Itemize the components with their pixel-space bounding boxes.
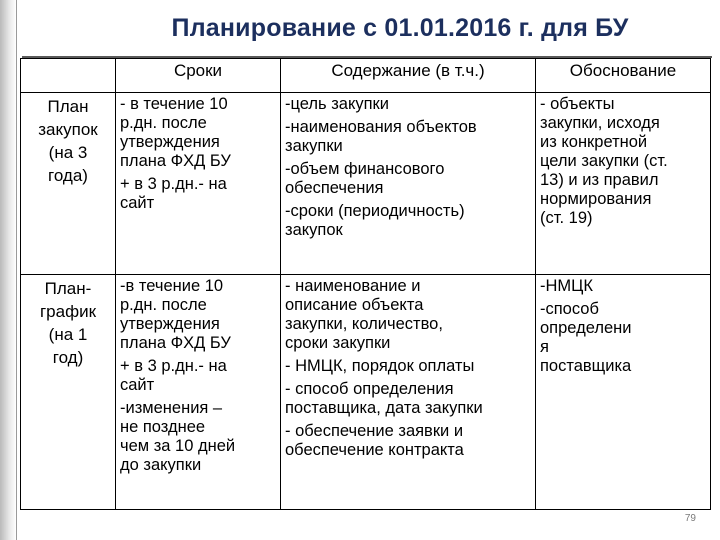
header-content: Содержание (в т.ч.) [281,59,536,93]
content-line: закупок [285,221,343,239]
terms-line: утверждения [120,133,220,151]
row-label-line: закупок [38,120,98,139]
content-line: закупки, количество, [285,315,443,333]
terms-cell [116,275,281,510]
basis-line: определени [540,319,632,337]
terms-line: чем за 10 дней [120,437,236,455]
row-procurement-plan [21,93,711,275]
terms-line: р.дн. после [120,296,207,314]
content-line: описание объекта [285,296,424,314]
row-label [21,93,116,275]
header-blank [21,59,116,93]
basis-line: цели закупки (ст. [540,152,668,170]
basis-line: я [540,338,549,356]
terms-line: не позднее [120,418,206,436]
content-line: сроки закупки [285,334,391,352]
basis-line: поставщика [540,357,632,375]
row-label-line: года) [48,166,88,185]
basis-line: (ст. 19) [540,209,593,227]
row-label-line: План [47,97,89,116]
content-line: обеспечение контракта [285,441,464,459]
terms-line: сайт [120,376,155,394]
terms-line: -изменения – [120,399,223,417]
row-label-line: (на 3 [48,143,88,162]
terms-line: + в 3 р.дн.- на [120,357,227,375]
row-label-line: график [39,302,97,321]
content-line: -сроки (периодичность) [285,202,465,220]
content-cell [281,275,536,510]
terms-line: сайт [120,194,155,212]
content-line: - НМЦК, порядок оплаты [285,357,475,375]
terms-line: - в течение 10 [120,95,228,113]
basis-line: -способ [540,300,599,318]
row-schedule-plan [21,275,711,510]
terms-line: плана ФХД БУ [120,152,231,170]
content-line: поставщика, дата закупки [285,399,483,417]
content-line: - обеспечение заявки и [285,422,464,440]
row-label [21,275,116,510]
terms-line: до закупки [120,456,202,474]
header-basis: Обоснование [536,59,711,93]
terms-line: р.дн. после [120,114,207,132]
basis-line: закупки, исходя [540,114,660,132]
header-terms: Сроки [116,59,281,93]
basis-line: 13) и из правил [540,171,659,189]
basis-cell [536,275,711,510]
basis-line: - объекты [540,95,615,113]
row-label-line: год) [52,348,84,367]
planning-table [20,58,711,510]
header-row [21,59,711,93]
terms-line: -в течение 10 [120,277,224,295]
basis-line: нормирования [540,190,652,208]
page-number: 79 [684,513,696,524]
content-line: - способ определения [285,380,454,398]
row-label-line: План- [44,279,92,298]
content-line: -наименования объектов [285,118,477,136]
content-line: обеспечения [285,179,384,197]
terms-line: утверждения [120,315,220,333]
basis-cell [536,93,711,275]
content-line: -объем финансового [285,160,445,178]
content-line: -цель закупки [285,95,389,113]
content-cell [281,93,536,275]
left-decor-line [16,0,17,540]
content-line: закупки [285,137,343,155]
terms-cell [116,93,281,275]
terms-line: + в 3 р.дн.- на [120,175,227,193]
content-line: - наименование и [285,277,421,295]
basis-line: из конкретной [540,133,648,151]
row-label-line: (на 1 [48,325,88,344]
basis-line: -НМЦК [540,277,593,295]
left-decor-bar [0,0,16,540]
terms-line: плана ФХД БУ [120,334,231,352]
slide-title: Планирование с 01.01.2016 г. для БУ [171,14,629,42]
